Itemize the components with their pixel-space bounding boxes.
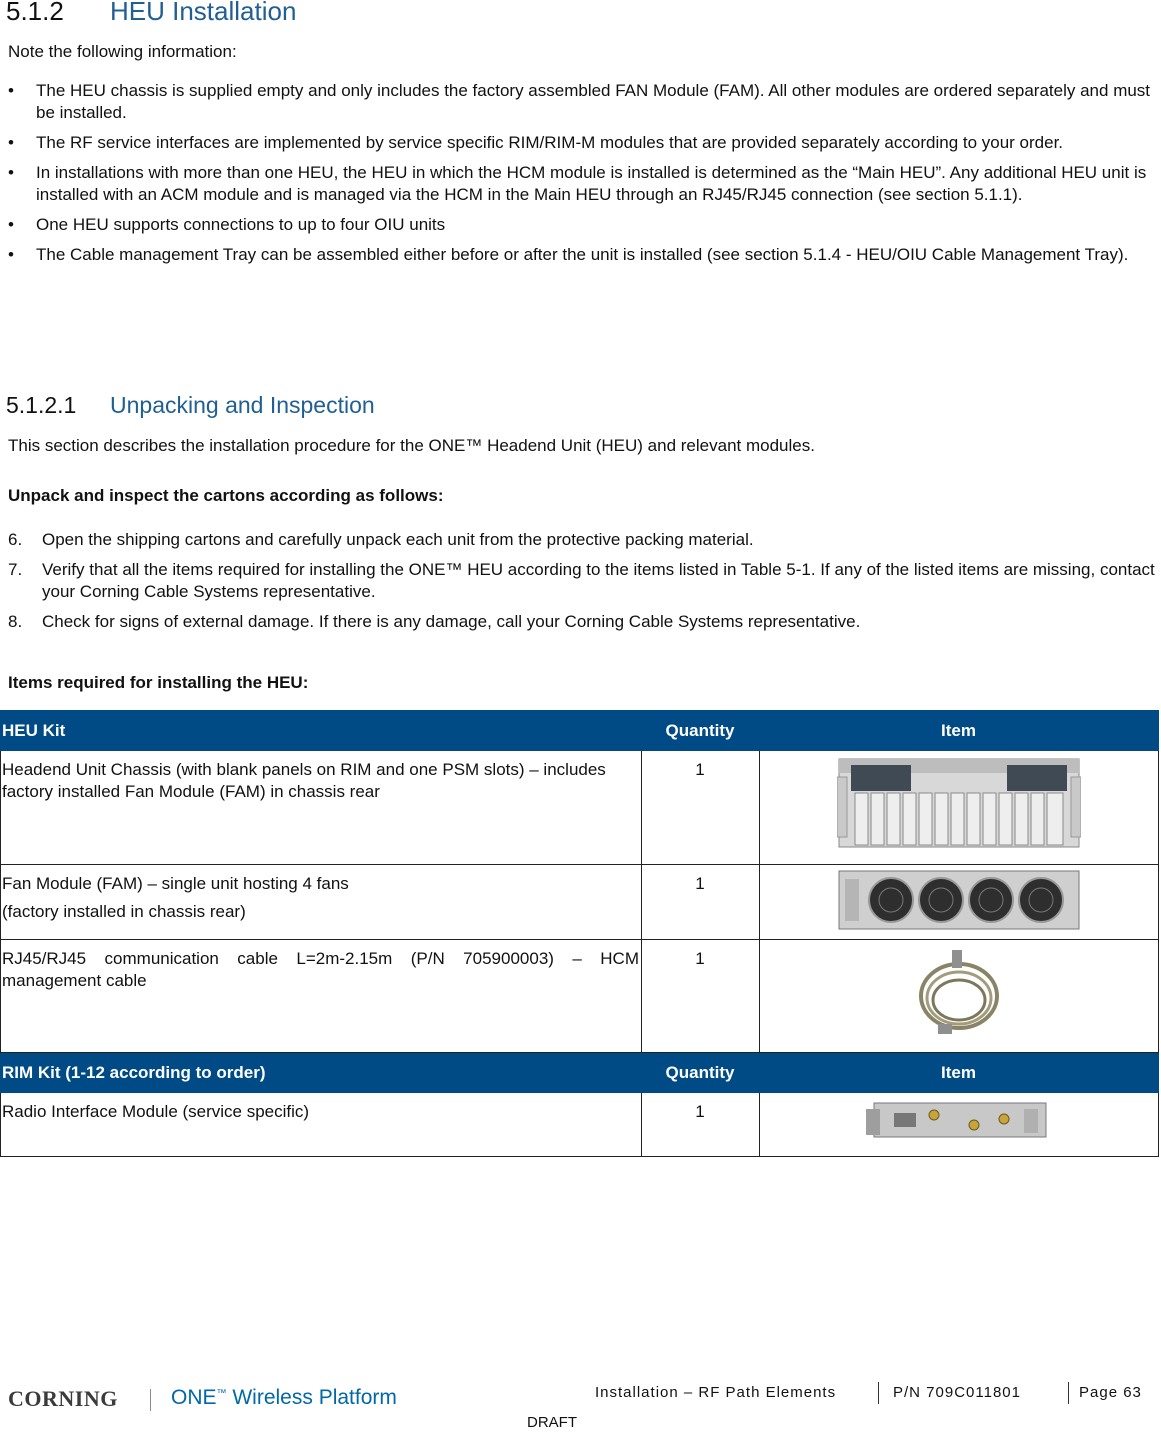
table-header-row [1, 711, 1159, 751]
footer-section: Installation – RF Path Elements [595, 1384, 837, 1401]
platform-logo: ONE™ Wireless Platform [171, 1386, 397, 1409]
bullet-icon: • [8, 163, 14, 182]
bullet-item: • The RF service interfaces are implemented by service specific RIM/RIM-M modules that are provided separately according to your order. [8, 133, 1064, 152]
bullet-icon: • [8, 245, 14, 264]
intro-text: Note the following information: [8, 42, 237, 61]
subsection-title: Unpacking and Inspection [110, 392, 375, 418]
subsection-number: 5.1.2.1 [6, 392, 77, 418]
table-row [1, 1093, 1159, 1157]
table-row [1, 751, 1159, 865]
bullet-icon: • [8, 215, 14, 234]
bullet-item: • The HEU chassis is supplied empty and only includes the factory assembled FAN Module (FAM). All other modules are ordered separately and must be installed. [8, 81, 1151, 122]
bullet-list [8, 80, 1161, 274]
steps-list [8, 529, 1161, 641]
header-heu-kit: HEU Kit [1, 711, 642, 751]
row-quantity: 1 [642, 865, 760, 940]
chassis-image [760, 751, 1159, 865]
section-heading [6, 0, 296, 27]
row-description: Radio Interface Module (service specific) [1, 1093, 642, 1157]
footer-divider [878, 1382, 879, 1404]
subsection-heading [6, 392, 375, 419]
footer-part-number: P/N 709C011801 [893, 1384, 1021, 1401]
cable-image [760, 940, 1159, 1053]
items-label: Items required for installing the HEU: [8, 673, 309, 692]
logo-divider [150, 1389, 151, 1411]
footer-page-number: Page 63 [1079, 1384, 1142, 1401]
step-item: 6. Open the shipping cartons and carefully unpack each unit from the protective packing material. [8, 530, 754, 549]
header-item: Item [760, 711, 1159, 751]
bullet-icon: • [8, 133, 14, 152]
draft-label: DRAFT [527, 1414, 577, 1431]
bullet-item: • In installations with more than one HEU, the HEU in which the HCM module is installed is determined as the “Main HEU”. Any additional HEU unit is installed with an ACM module and is managed via the HCM in the Main HEU through an RJ45/RJ45 connection (see section 5.1.1). [8, 163, 1147, 204]
items-table [0, 710, 1159, 1157]
header-quantity: Quantity [642, 1053, 760, 1093]
row-description: RJ45/RJ45 communication cable L=2m-2.15m (P/N 705900003) – HCM management cable [1, 940, 642, 1053]
step-item: 8. Check for signs of external damage. If there is any damage, call your Corning Cable Systems representative. [8, 612, 861, 631]
section-description: This section describes the installation procedure for the ONE™ Headend Unit (HEU) and relevant modules. [8, 436, 815, 455]
bullet-icon: • [8, 81, 14, 100]
row-quantity: 1 [642, 940, 760, 1053]
row-description: Fan Module (FAM) – single unit hosting 4 fans (factory installed in chassis rear) [1, 865, 642, 940]
row-quantity: 1 [642, 751, 760, 865]
section-title: HEU Installation [110, 0, 297, 26]
corning-logo: CORNING [8, 1386, 118, 1411]
footer-divider [1068, 1382, 1069, 1404]
header-rim-kit: RIM Kit (1-12 according to order) [1, 1053, 642, 1093]
header-item: Item [760, 1053, 1159, 1093]
row-quantity: 1 [642, 1093, 760, 1157]
table-row [1, 865, 1159, 940]
bullet-item: • The Cable management Tray can be assembled either before or after the unit is installed (see section 5.1.4 - HEU/OIU Cable Management Tray). [8, 245, 1129, 264]
unpack-label: Unpack and inspect the cartons according as follows: [8, 486, 444, 505]
section-number: 5.1.2 [6, 0, 64, 26]
step-item: 7. Verify that all the items required for installing the ONE™ HEU according to the items listed in Table 5-1. If any of the listed items are missing, contact your Corning Cable Systems representative. [8, 560, 1155, 601]
table-row [1, 940, 1159, 1053]
table-header-row [1, 1053, 1159, 1093]
fan-module-image [760, 865, 1159, 940]
bullet-item: • One HEU supports connections to up to four OIU units [8, 215, 446, 234]
header-quantity: Quantity [642, 711, 760, 751]
row-description: Headend Unit Chassis (with blank panels on RIM and one PSM slots) – includes factory installed Fan Module (FAM) in chassis rear [1, 751, 642, 865]
rim-module-image [760, 1093, 1159, 1157]
